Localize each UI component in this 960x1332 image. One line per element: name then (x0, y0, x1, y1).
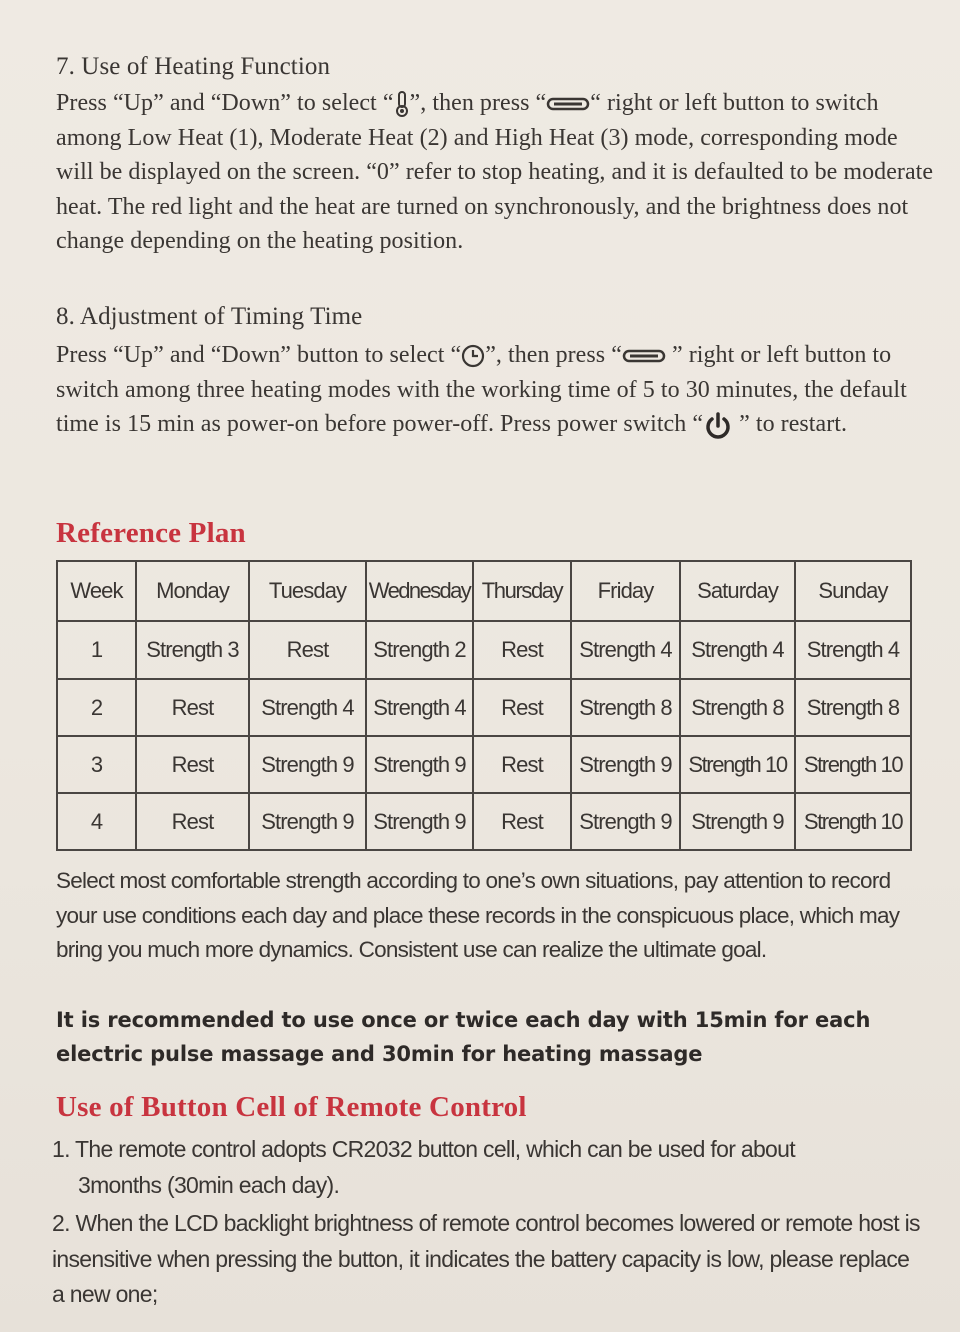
table-cell: Strength 8 (571, 679, 680, 736)
button-cell-item-1-line-a: 1. The remote control adopts CR2032 button cell, which can be used for about (52, 1136, 795, 1162)
section-8-text-a: Press “Up” and “Down” button to select “ (56, 342, 462, 368)
table-cell: Rest (473, 736, 571, 793)
table-cell: Strength 9 (571, 736, 680, 793)
table-cell: Strength 8 (795, 679, 911, 736)
section-7-text-b: ”, then press “ (409, 90, 547, 116)
table-header-row (57, 561, 911, 621)
table-cell: 3 (57, 736, 136, 793)
table-cell: Strength 2 (366, 621, 473, 679)
table-cell: Rest (473, 793, 571, 850)
table-cell: Strength 4 (795, 621, 911, 679)
table-cell: Strength 3 (136, 621, 249, 679)
table-header-cell: Thursday (473, 561, 571, 621)
table-header-cell: Wednesday (366, 561, 473, 621)
section-8-text-rest: button to switch among three heating modes with the working time of 5 to 30 minutes, the default time is 15 min as power-on before power-off. Press (56, 342, 907, 438)
table-cell: Strength 9 (366, 736, 473, 793)
section-7-text-rest: switch among Low Heat (1), Moderate Heat (2) and High Heat (3) mode, corresponding mode will be displayed on the screen. “0” refer to stop heating, and it is defaulted to be moderate heat. The red light and the heat are turned on synchronously, and the brightness does not change depending on the heating position. (56, 90, 934, 255)
table-cell: Strength 9 (249, 736, 366, 793)
table-header-cell: Sunday (795, 561, 911, 621)
table-cell: Strength 9 (680, 793, 795, 850)
clock-icon (461, 344, 485, 368)
table-row (57, 793, 911, 850)
table-cell: Strength 9 (366, 793, 473, 850)
table-cell: Strength 8 (680, 679, 795, 736)
button-cell-item-1-line-b: 3months (30min each day). (78, 1171, 340, 1198)
section-8-text-last-b: ” to restart. (733, 411, 848, 438)
arrow-button-icon (622, 348, 666, 364)
button-cell-title: Use of Button Cell of Remote Control (56, 1091, 527, 1123)
thermometer-icon (394, 90, 410, 118)
table-row (57, 679, 911, 736)
power-icon (703, 411, 733, 441)
table-header-cell: Friday (571, 561, 680, 621)
section-7-text-c: “ right or left button to (590, 90, 810, 116)
table-cell: Strength 4 (571, 621, 680, 679)
table-cell: Strength 4 (680, 621, 795, 679)
reference-plan-note: Select most comfortable strength according to one’s own situations, pay attention to record your use conditions each day and place these records in the conspicuous place, which may bring you much more dynamics. Consistent use can realize the ultimate goal. (56, 868, 900, 963)
table-cell: Strength 9 (571, 793, 680, 850)
table-cell: Strength 9 (249, 793, 366, 850)
section-8-body (56, 338, 936, 442)
table-cell: Rest (473, 621, 571, 679)
section-8-text-b: ”, then press “ (485, 342, 622, 368)
button-cell-item-2: 2. When the LCD backlight brightness of remote control becomes lowered or remote host is insensitive when pressing the button, it indicates the battery capacity is low, please replace a new one; (52, 1210, 920, 1307)
table-cell: Rest (136, 679, 249, 736)
section-7-body (56, 86, 936, 259)
section-7-text-a: Press “Up” and “Down” to select “ (56, 90, 394, 116)
table-header-cell: Tuesday (249, 561, 366, 621)
table-cell: 2 (57, 679, 136, 736)
recommendation-text: It is recommended to use once or twice each day with 15min for each electric pulse massage and 30min for heating massage (56, 1008, 871, 1066)
table-header-cell: Saturday (680, 561, 795, 621)
table-cell: Strength 10 (680, 736, 795, 793)
reference-plan-title: Reference Plan (56, 517, 246, 549)
table-cell: Rest (136, 736, 249, 793)
table-header-cell: Monday (136, 561, 249, 621)
button-cell-item-1 (52, 1132, 932, 1203)
section-7-title: 7. Use of Heating Function (56, 53, 331, 80)
table-cell: Rest (249, 621, 366, 679)
table-header-cell: Week (57, 561, 136, 621)
table-row (57, 621, 911, 679)
table-cell: Rest (473, 679, 571, 736)
section-8-text-last-a: power switch “ (557, 411, 704, 438)
section-8-text-c: ” right or left (665, 342, 799, 368)
arrow-button-icon (546, 96, 590, 112)
section-8-title: 8. Adjustment of Timing Time (56, 303, 363, 330)
table-cell: Strength 4 (366, 679, 473, 736)
table-cell: Strength 4 (249, 679, 366, 736)
table-cell: Strength 10 (795, 793, 911, 850)
table-cell: Strength 10 (795, 736, 911, 793)
table-cell: 1 (57, 621, 136, 679)
table-cell: Rest (136, 793, 249, 850)
table-cell: 4 (57, 793, 136, 850)
table-row (57, 736, 911, 793)
reference-plan-table (56, 560, 912, 851)
